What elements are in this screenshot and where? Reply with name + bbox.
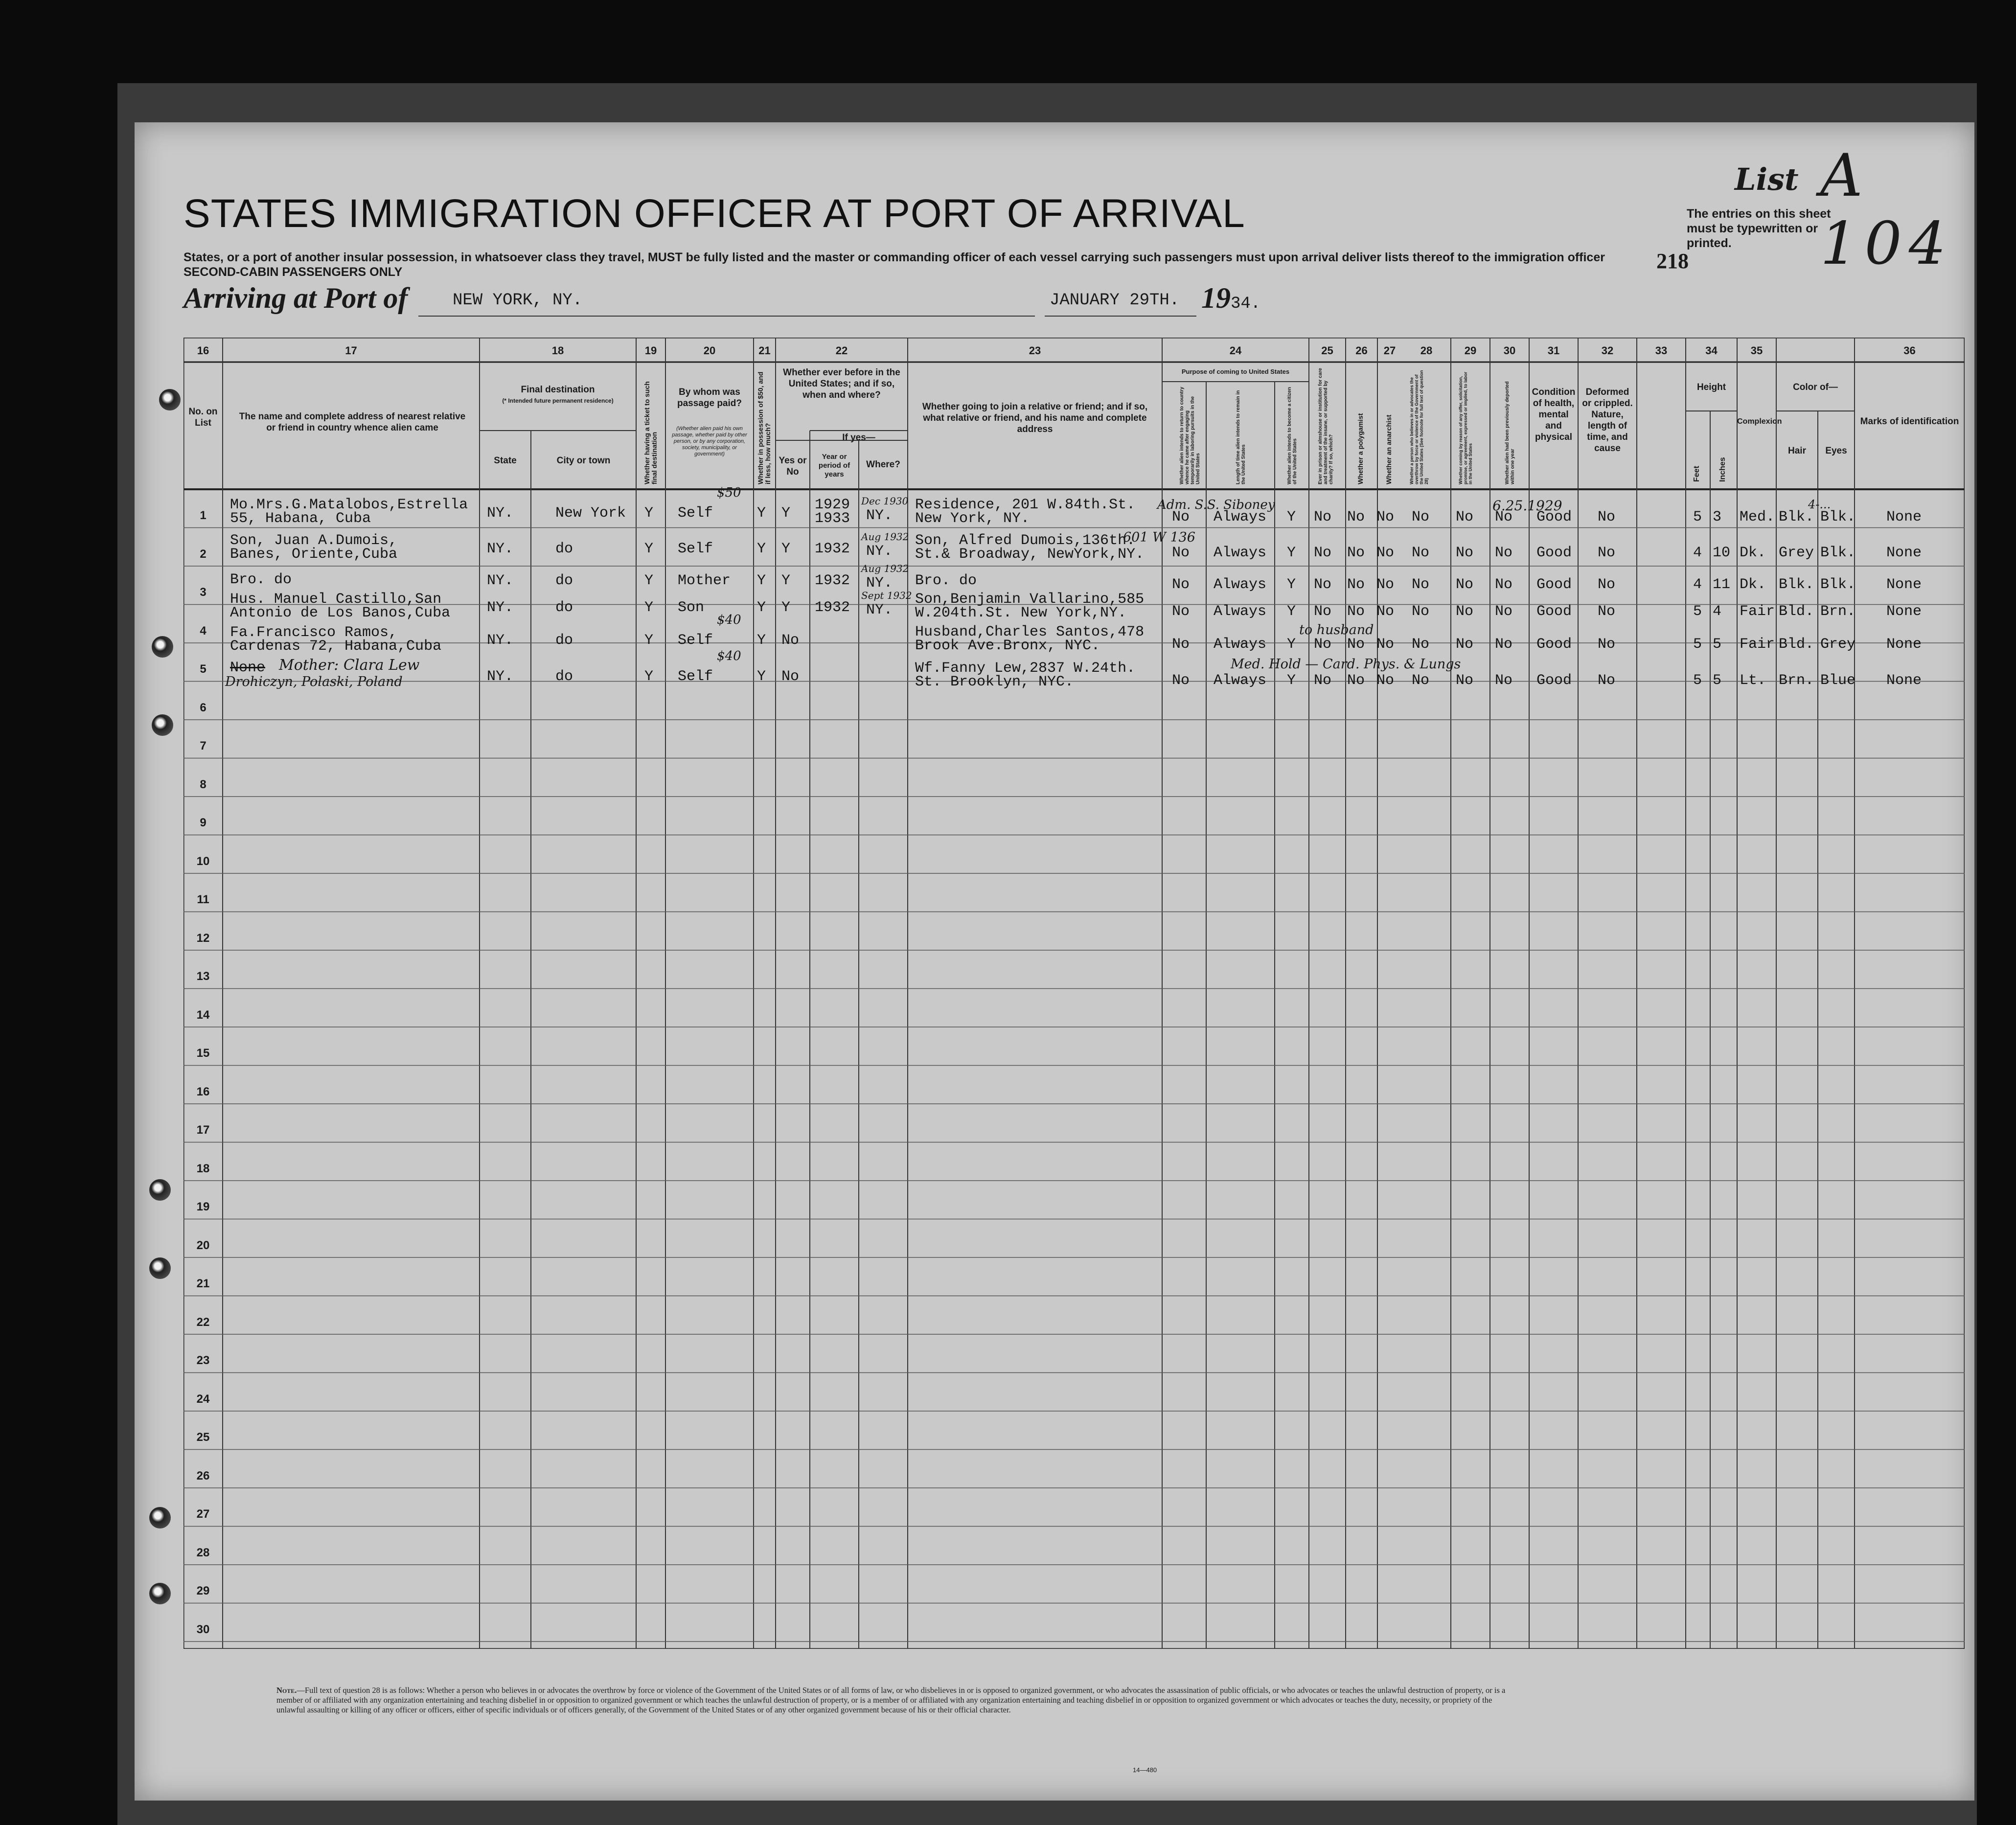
cell-offer: No — [1456, 545, 1474, 561]
cell-hair: Bld. — [1779, 636, 1814, 653]
annotation-admission: Adm. S.S. Siboney — [1157, 498, 1275, 512]
cell-polygamist: No — [1347, 576, 1365, 593]
column-number: 25 — [1321, 344, 1333, 357]
cell-relative-handwritten: Drohiczyn, Polaski, Poland — [225, 674, 403, 689]
punch-hole — [149, 1179, 171, 1201]
cell-money: Y — [757, 668, 766, 685]
header-final-destination-note: (* Intended future permanent residence) — [502, 397, 614, 404]
cell-deported: No — [1495, 672, 1513, 689]
column-number: 18 — [551, 344, 564, 357]
cell-year: 1933 — [815, 510, 850, 527]
cell-eyes: Blue — [1820, 672, 1856, 689]
cell-deformed: No — [1598, 545, 1616, 561]
cell-complexion: Fair — [1740, 603, 1775, 620]
cell-before: Y — [781, 572, 791, 589]
cell-deformed: No — [1598, 672, 1616, 689]
cell-before: Y — [781, 599, 791, 616]
cell-year: 1932 — [815, 599, 850, 616]
cell-inches: 5 — [1713, 672, 1722, 689]
cell-city: New York — [555, 505, 626, 522]
cell-state: NY. — [487, 541, 514, 557]
cell-inches: 3 — [1713, 509, 1722, 525]
column-number: 27 — [1383, 344, 1396, 357]
row-number: 24 — [196, 1392, 210, 1406]
cell-citizen: Y — [1287, 672, 1296, 689]
column-number: 19 — [644, 344, 657, 357]
cell-offer: No — [1456, 509, 1474, 525]
row-number: 16 — [196, 1085, 210, 1098]
cell-feet: 5 — [1693, 509, 1702, 525]
cell-eyes: Blk. — [1820, 545, 1856, 561]
cell-deformed: No — [1598, 636, 1616, 653]
manifest-sheet — [135, 122, 1974, 1801]
row-number: 15 — [196, 1047, 210, 1060]
cell-ticket: Y — [644, 599, 654, 616]
cell-complexion: Fair — [1740, 636, 1775, 653]
cell-relative: Hus. Manuel Castillo,San — [230, 591, 442, 608]
column-number: 30 — [1503, 344, 1516, 357]
cell-condition: Good — [1536, 672, 1572, 689]
cell-prison: No — [1314, 509, 1332, 525]
cell-relative-handwritten: Mother: Clara Lew — [279, 657, 420, 674]
cell-ticket: Y — [644, 505, 654, 522]
column-number: 20 — [703, 344, 716, 357]
row-number: 9 — [200, 816, 206, 829]
header-if-yes: If yes— — [842, 433, 875, 443]
manifest-table — [183, 338, 1965, 1649]
cell-passage-paid: Son — [678, 599, 705, 616]
cell-hair: Blk. — [1779, 509, 1814, 525]
cell-before: Y — [781, 505, 791, 522]
header-relative-abroad: The name and complete address of nearest relative or friend in country whence alien came — [239, 411, 466, 433]
column-number: 21 — [758, 344, 771, 357]
cell-length: Always — [1214, 576, 1267, 593]
header-final-destination: Final destination — [521, 385, 595, 395]
cell-anarchist: No — [1376, 636, 1395, 653]
cell-anarchist: No — [1376, 545, 1395, 561]
cell-city: do — [555, 541, 573, 557]
column-number: 28 — [1420, 344, 1433, 357]
cell-citizen: Y — [1287, 545, 1296, 561]
arrival-date: JANUARY 29TH. — [1050, 291, 1180, 310]
header-passage-paid: By whom was passage paid? — [677, 387, 742, 409]
port-of-arrival: NEW YORK, NY. — [453, 291, 583, 310]
header-height: Height — [1696, 382, 1726, 392]
row-number: 5 — [200, 662, 206, 676]
cell-eyes: Blk. — [1820, 576, 1856, 593]
annotation-address: 601 W 136 — [1123, 530, 1195, 545]
cell-hair: Brn. — [1779, 672, 1814, 689]
cell-state: NY. — [487, 599, 514, 616]
cell-prison: No — [1314, 636, 1332, 653]
header-deported: Whether alien had been previously deported within one year — [1505, 381, 1515, 484]
row-number: 18 — [196, 1162, 210, 1175]
row-number: 20 — [196, 1238, 210, 1252]
cell-overthrow: No — [1412, 545, 1430, 561]
cell-length: Always — [1214, 545, 1267, 561]
header-joining: Whether going to join a relative or friend; and if so, what relative or friend, and his name and complete address — [922, 402, 1148, 434]
header-coming-by-offer: Whether coming by reason of any offer, solicitation, promise, or agreement, expressed or implied, to labor in the United States — [1458, 371, 1473, 484]
cell-eyes: Grey — [1820, 636, 1856, 653]
row-number: 21 — [196, 1277, 210, 1290]
cell-money: Y — [757, 541, 766, 557]
header-state: State — [494, 456, 517, 466]
cell-return: No — [1172, 636, 1190, 653]
cell-money: Y — [757, 599, 766, 616]
cell-offer: No — [1456, 672, 1474, 689]
header-city: City or town — [556, 456, 611, 466]
form-number: 14—480 — [1133, 1766, 1157, 1774]
cell-hair: Blk. — [1779, 576, 1814, 593]
cell-inches: 5 — [1713, 636, 1722, 653]
annotation-medical-hold: Med. Hold — Card. Phys. & Lungs — [1231, 657, 1461, 672]
cell-polygamist: No — [1347, 545, 1365, 561]
column-number: 31 — [1547, 344, 1560, 357]
cell-where: NY. — [866, 507, 893, 524]
cell-deported: No — [1495, 636, 1513, 653]
cell-return: No — [1172, 576, 1190, 593]
header-color-of: Color of— — [1793, 382, 1838, 392]
header-ticket: Whether having a ticket to such final destination — [643, 381, 658, 484]
cell-prison: No — [1314, 672, 1332, 689]
cell-feet: 5 — [1693, 636, 1702, 653]
header-yes-no: Yes or No — [779, 456, 807, 477]
list-label: List — [1735, 161, 1799, 197]
cell-deported: No — [1495, 545, 1513, 561]
column-number: 16 — [197, 344, 209, 357]
cell-citizen: Y — [1287, 636, 1296, 653]
annotation-date: 6.25.1929 — [1492, 498, 1562, 514]
cell-hair: Bld. — [1779, 603, 1814, 620]
cell-where-handwritten: Aug 1932 — [861, 531, 909, 543]
cell-complexion: Med. — [1740, 509, 1775, 525]
cell-joining: Husband,Charles Santos,478 — [915, 624, 1145, 640]
header-purpose: Purpose of coming to United States — [1181, 368, 1290, 375]
row-number: 19 — [196, 1200, 210, 1213]
cell-ticket: Y — [644, 632, 654, 649]
cell-return: No — [1172, 672, 1190, 689]
row-number: 11 — [197, 893, 209, 906]
cell-overthrow: No — [1412, 603, 1430, 620]
cell-joining: Wf.Fanny Lew,2837 W.24th. — [915, 660, 1136, 677]
column-number: 24 — [1229, 344, 1242, 357]
cell-relative: Fa.Francisco Ramos, — [230, 624, 398, 641]
row-number: 23 — [196, 1354, 210, 1367]
footnote-text: —Full text of question 28 is as follows: Whether a person who believes in or advocates the overthrow by force or violence of the Government of the United States or of all forms of law, or who disbelieves in or is opposed to organized government, or who advocates the assassination of public officials, or who advocates or teaches the unlawful destruction of property, or is a member of or affiliated with any organization entertaining and teaching disbelief in or opposition to organized government or which teaches the unlawful destruction of property, or is a member of or affiliated with any organization entertaining and teaching disbelief in or opposition to organized government or which advocates or teaches the duty, necessity, or propriety of the unlawful assaulting or killing of any officer or officers, either of specific individuals or of officers generally, of the Government of the United States or of any other organized government because of his or their official character. — [276, 1686, 1506, 1714]
cell-prison: No — [1314, 603, 1332, 620]
punch-hole — [149, 1583, 171, 1604]
cell-feet: 4 — [1693, 545, 1702, 561]
cell-joining: Son, Alfred Dumois,136th. — [915, 532, 1136, 549]
column-number: 17 — [345, 344, 357, 357]
cell-citizen: Y — [1287, 603, 1296, 620]
cell-condition: Good — [1536, 576, 1572, 593]
cell-relative: Bro. do — [230, 571, 292, 588]
cell-where: NY. — [866, 575, 893, 592]
cell-money-handwritten: $50 — [717, 485, 741, 500]
cell-overthrow: No — [1412, 576, 1430, 593]
cell-money: Y — [757, 505, 766, 522]
header-overthrow: Whether a person who believes in or advocates the overthrow by force or violence of the Government of the United States (See footnote for full text of question 28) — [1409, 370, 1429, 484]
cell-before: No — [781, 668, 800, 685]
entries-note: The entries on this sheet must be typewritten or printed. — [1687, 207, 1831, 250]
cell-where: NY. — [866, 543, 893, 560]
header-purpose-length: Length of time alien intends to remain in the United States — [1236, 390, 1246, 484]
cell-relative: Banes, Oriente,Cuba — [230, 546, 398, 563]
cell-anarchist: No — [1376, 576, 1395, 593]
cell-feet: 4 — [1693, 576, 1702, 593]
date-underline — [1045, 316, 1196, 317]
cell-condition: Good — [1536, 603, 1572, 620]
punch-hole — [149, 1507, 171, 1528]
cell-before: Y — [781, 541, 791, 557]
column-number: 36 — [1903, 344, 1916, 357]
row-number: 3 — [200, 586, 206, 599]
cell-polygamist: No — [1347, 509, 1365, 525]
cell-overthrow: No — [1412, 509, 1430, 525]
cell-year: 1929 — [815, 497, 850, 513]
cell-state: NY. — [487, 632, 514, 649]
cell-feet: 5 — [1693, 603, 1702, 620]
row-number: 29 — [196, 1584, 210, 1597]
cell-deformed: No — [1598, 509, 1616, 525]
cell-complexion: Dk. — [1740, 576, 1766, 593]
port-underline — [418, 316, 1035, 317]
column-number: 29 — [1464, 344, 1477, 357]
cell-where: NY. — [866, 602, 893, 618]
header-anarchist: Whether an anarchist — [1385, 414, 1393, 484]
annotation-marks: 4-... — [1808, 498, 1831, 511]
header-condition: Condition of health, mental and physical — [1532, 387, 1576, 442]
cell-deported: No — [1495, 576, 1513, 593]
arriving-label: Arriving at Port of — [183, 282, 408, 314]
cell-before: No — [781, 632, 800, 649]
header-year-period: Year or period of years — [818, 453, 850, 479]
cell-joining: Residence, 201 W.84th.St. — [915, 497, 1136, 513]
cell-length: Always — [1214, 509, 1267, 525]
header-polygamist: Whether a polygamist — [1356, 413, 1364, 484]
form-title: STATES IMMIGRATION OFFICER AT PORT OF ARRIVAL — [183, 191, 1245, 236]
row-number: 14 — [196, 1008, 210, 1022]
cell-deformed: No — [1598, 603, 1616, 620]
cell-year: 1932 — [815, 541, 850, 557]
cell-overthrow: No — [1412, 636, 1430, 653]
list-number: A 104 — [1820, 142, 1953, 278]
row-number: 28 — [196, 1546, 210, 1559]
cell-city: do — [555, 632, 573, 649]
cell-prison: No — [1314, 545, 1332, 561]
cell-length: Always — [1214, 603, 1267, 620]
cell-city: do — [555, 572, 573, 589]
cell-ticket: Y — [644, 541, 654, 557]
cell-relative: 55, Habana, Cuba — [230, 510, 371, 527]
column-number: 35 — [1750, 344, 1763, 357]
cell-marks: None — [1886, 636, 1922, 653]
form-instructions: States, or a port of another insular possession, in whatsoever class they travel, MUST be fully listed and the master or commanding officer of each vessel carrying such passengers must upon arrival deliver lists thereof to the immigration officer — [183, 251, 1605, 264]
row-number: 26 — [196, 1469, 210, 1483]
header-passage-note: (Whether alien paid his own passage, whether paid by other person, or by any corporation, society, municipality, or government) — [672, 426, 747, 457]
cell-deported: No — [1495, 603, 1513, 620]
cell-joining: Son,Benjamin Vallarino,585 — [915, 591, 1145, 608]
cell-joining: W.204th.St. New York,NY. — [915, 605, 1127, 621]
column-number: 34 — [1705, 344, 1718, 357]
cell-marks: None — [1886, 603, 1922, 620]
cell-relative-struck: None — [230, 660, 266, 676]
punch-hole — [152, 636, 173, 658]
footnote — [276, 1686, 1519, 1715]
cell-passage-paid: Self — [678, 541, 713, 557]
cell-city: do — [555, 599, 573, 616]
cell-ticket: Y — [644, 668, 654, 685]
cell-marks: None — [1886, 509, 1922, 525]
cell-city: do — [555, 668, 573, 685]
cell-length: Always — [1214, 672, 1267, 689]
cell-money: Y — [757, 572, 766, 589]
cell-joining: St. Brooklyn, NYC. — [915, 674, 1074, 690]
footnote-label: Note. — [276, 1686, 297, 1695]
row-number: 30 — [196, 1622, 210, 1636]
header-deformed: Deformed or crippled. Nature, length of time, and cause — [1582, 387, 1633, 454]
cell-where-handwritten: Dec 1930 — [861, 495, 909, 507]
row-number: 22 — [196, 1315, 210, 1329]
cell-state: NY. — [487, 668, 514, 685]
form-class: SECOND-CABIN PASSENGERS ONLY — [183, 265, 403, 279]
cell-anarchist: No — [1376, 509, 1395, 525]
header-purpose-citizen: Whether alien intends to become a citizen of the United States — [1287, 387, 1298, 484]
header-feet: Feet — [1693, 466, 1701, 482]
header-marks: Marks of identification — [1860, 416, 1959, 427]
cell-marks: None — [1886, 545, 1922, 561]
cell-citizen: Y — [1287, 576, 1296, 593]
cell-polygamist: No — [1347, 636, 1365, 653]
cell-relative: Antonio de Los Banos,Cuba — [230, 605, 451, 621]
cell-deported: No — [1495, 509, 1513, 525]
cell-relative: Cardenas 72, Habana,Cuba — [230, 638, 442, 655]
cell-inches: 4 — [1713, 603, 1722, 620]
cell-deformed: No — [1598, 576, 1616, 593]
row-number: 4 — [200, 624, 206, 638]
column-number: 22 — [835, 344, 848, 357]
cell-length: Always — [1214, 636, 1267, 653]
cell-complexion: Dk. — [1740, 545, 1766, 561]
cell-ticket: Y — [644, 572, 654, 589]
cell-return: No — [1172, 603, 1190, 620]
cell-relative: Mo.Mrs.G.Matalobos,Estrella — [230, 497, 468, 513]
cell-return: No — [1172, 509, 1190, 525]
column-number: 32 — [1601, 344, 1614, 357]
header-money: Whether in possession of $50, and if less, how much? — [756, 371, 772, 484]
cell-condition: Good — [1536, 509, 1572, 525]
punch-hole — [152, 714, 173, 736]
cell-overthrow: No — [1412, 672, 1430, 689]
cell-return: No — [1172, 545, 1190, 561]
row-number: 12 — [196, 931, 210, 945]
cell-money: Y — [757, 632, 766, 649]
cell-where-handwritten: Sept 1932 — [861, 590, 912, 601]
row-number: 1 — [200, 509, 206, 522]
cell-polygamist: No — [1347, 603, 1365, 620]
header-purpose-return: Whether alien intends to return to country whence he came after engaging temporarily in laboring pursuits in the United States — [1179, 387, 1201, 484]
header-hair: Hair — [1788, 446, 1806, 456]
cell-offer: No — [1456, 576, 1474, 593]
cell-passage-paid: Self — [678, 668, 713, 685]
cell-offer: No — [1456, 603, 1474, 620]
cell-marks: None — [1886, 576, 1922, 593]
cell-eyes: Brn. — [1820, 603, 1856, 620]
punch-hole — [149, 1257, 171, 1279]
cell-year: 1932 — [815, 572, 850, 589]
cell-joining: New York, NY. — [915, 510, 1030, 527]
cell-hair: Grey — [1779, 545, 1814, 561]
cell-money-handwritten: $40 — [717, 649, 741, 663]
cell-relative: Son, Juan A.Dumois, — [230, 532, 398, 549]
cell-passage-paid: Self — [678, 632, 713, 649]
cell-eyes: Blk. — [1820, 509, 1856, 525]
cell-inches: 11 — [1713, 576, 1731, 593]
cell-offer: No — [1456, 636, 1474, 653]
cell-where-handwritten: Aug 1932 — [861, 563, 909, 574]
cell-joining: St.& Broadway, NewYork,NY. — [915, 546, 1145, 563]
row-number: 8 — [200, 777, 206, 791]
cell-condition: Good — [1536, 636, 1572, 653]
header-prison: Ever in prison or almshouse or institution for care and treatment of the insane, or supported by charity? If so, which? — [1318, 368, 1334, 484]
column-number: 33 — [1655, 344, 1668, 357]
column-number: 26 — [1355, 344, 1368, 357]
arrival-year: 1934. — [1201, 282, 1261, 314]
row-number: 13 — [196, 970, 210, 983]
annotation-purpose: to husband — [1299, 622, 1374, 638]
cell-joining: Bro. do — [915, 572, 977, 589]
cell-money-handwritten: $40 — [717, 613, 741, 627]
row-number: 17 — [196, 1123, 210, 1137]
cell-state: NY. — [487, 505, 514, 522]
cell-inches: 10 — [1713, 545, 1731, 561]
cell-anarchist: No — [1376, 672, 1395, 689]
cell-feet: 5 — [1693, 672, 1702, 689]
cell-condition: Good — [1536, 545, 1572, 561]
cell-anarchist: No — [1376, 603, 1395, 620]
row-number: 7 — [200, 739, 206, 753]
header-complexion: Complexion — [1737, 417, 1782, 426]
cell-complexion: Lt. — [1740, 672, 1766, 689]
header-inches: Inches — [1718, 457, 1727, 482]
header-no-on-list: No. on List — [188, 407, 218, 428]
sheet-number: 218 — [1656, 249, 1689, 273]
row-number: 27 — [196, 1507, 210, 1521]
row-number: 25 — [196, 1431, 210, 1444]
cell-polygamist: No — [1347, 672, 1365, 689]
cell-joining: Brook Ave.Bronx, NYC. — [915, 638, 1100, 654]
cell-passage-paid: Self — [678, 505, 713, 522]
cell-prison: No — [1314, 576, 1332, 593]
column-number: 23 — [1029, 344, 1041, 357]
cell-passage-paid: Mother — [678, 572, 731, 589]
header-before-in-us: Whether ever before in the United States; and if so, when and where? — [783, 367, 900, 400]
cell-state: NY. — [487, 572, 514, 589]
punch-hole — [159, 389, 181, 411]
row-number: 2 — [200, 547, 206, 561]
cell-citizen: Y — [1287, 509, 1296, 525]
row-number: 6 — [200, 701, 206, 714]
header-eyes: Eyes — [1825, 446, 1847, 456]
header-where: Where? — [866, 459, 900, 470]
cell-marks: None — [1886, 672, 1922, 689]
row-number: 10 — [196, 854, 210, 868]
